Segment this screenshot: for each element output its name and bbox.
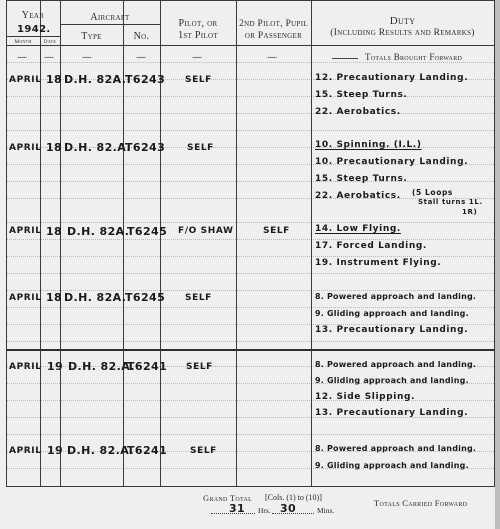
duty-item: 17. Forced Landing. [315, 241, 427, 251]
entry-aircraft-number: T6241 [127, 444, 168, 457]
entry-pilot: F/O SHAW [178, 226, 234, 236]
aircraft-sub-line [60, 24, 160, 25]
entry-month: APRIL [9, 75, 42, 85]
entry-aircraft-type: D.H. 82A. [64, 73, 127, 86]
table-bottom-line [6, 486, 496, 487]
aircraft-label: Aircraft [90, 12, 130, 23]
page-edge [495, 0, 500, 529]
duty-item: 10. Spinning. (I.L.) [315, 140, 422, 150]
entry-month: APRIL [9, 143, 42, 153]
entry-aircraft-number: T6245 [125, 291, 166, 304]
mins-label: Mins. [317, 506, 335, 515]
duty-item: 8. Powered approach and landing. [315, 360, 477, 369]
duty-item: 8. Powered approach and landing. [315, 444, 477, 453]
duty-item: 10. Precautionary Landing. [315, 157, 469, 167]
col-line [6, 0, 7, 487]
totals-brought-forward: Totals Brought Forward [365, 52, 463, 62]
entry-month: APRIL [9, 362, 42, 372]
entry-pilot: SELF [190, 446, 217, 456]
duty-item: 9. Gliding approach and landing. [315, 376, 469, 385]
grand-total-hours: 31 [229, 502, 246, 515]
totals-rule [332, 58, 358, 59]
entry-aircraft-type: D.H. 82.A. [68, 360, 135, 373]
month-label: Month [14, 40, 32, 45]
duty-note: (5 Loops [412, 188, 453, 197]
year-sub-line [6, 36, 60, 37]
second-pilot-label-line-2: or Passenger [244, 31, 303, 41]
row-dash: — [136, 52, 146, 63]
entry-aircraft-number: T6243 [125, 73, 166, 86]
entry-second-pilot: SELF [263, 226, 290, 236]
entry-aircraft-type: D.H. 82A. [64, 291, 127, 304]
duty-item: 12. Precautionary Landing. [315, 73, 469, 83]
entry-pilot: SELF [186, 362, 213, 372]
pilot-label-line-2: 1st Pilot [178, 30, 218, 41]
entry-month: APRIL [9, 226, 42, 236]
duty-item: 14. Low Flying. [315, 224, 401, 234]
entry-pilot: SELF [187, 143, 214, 153]
col-line [236, 0, 237, 487]
day-divider [6, 349, 496, 351]
duty-item: 13. Precautionary Landing. [315, 325, 469, 335]
grand-total-label: Grand Total [203, 493, 253, 503]
duty-item: 15. Steep Turns. [315, 90, 408, 100]
entry-aircraft-type: D.H. 82.A. [67, 444, 134, 457]
entry-aircraft-number: T6243 [125, 141, 166, 154]
entry-pilot: SELF [185, 293, 212, 303]
cols-label: [Cols. (1) to (10)] [265, 493, 322, 502]
year-value: 1942. [17, 24, 51, 35]
pilot-label-line-1: Pilot, or [178, 18, 218, 29]
entry-date: 18 [46, 225, 63, 238]
col-line [40, 0, 41, 487]
entry-aircraft-type: D.H. 82.A. [64, 141, 131, 154]
duty-item: 13. Precautionary Landing. [315, 408, 469, 418]
pilot-label [160, 18, 236, 42]
entry-pilot: SELF [185, 75, 212, 85]
second-pilot-label-line-1: 2nd Pilot, Pupil [239, 19, 308, 29]
header-top-line [6, 0, 496, 1]
duty-item: 15. Steep Turns. [315, 174, 408, 184]
row-dash: — [192, 52, 202, 63]
hrs-label: Hrs. [258, 506, 271, 515]
entry-month: APRIL [9, 293, 42, 303]
duty-item: 8. Powered approach and landing. [315, 292, 477, 301]
row-dash: — [267, 52, 277, 63]
entry-aircraft-number: T6241 [127, 360, 168, 373]
duty-item: 9. Gliding approach and landing. [315, 461, 469, 470]
duty-item: 22. Aerobatics. [315, 107, 401, 117]
row-dash: — [44, 52, 54, 63]
header-bottom-line [6, 45, 496, 46]
totals-carried-forward: Totals Carried Forward [374, 498, 468, 508]
entry-month: APRIL [9, 446, 42, 456]
duty-sub-label: (Including Results and Remarks) [330, 28, 475, 38]
duty-item: 19. Instrument Flying. [315, 258, 442, 268]
date-label: Date [43, 40, 57, 45]
year-label: Year [21, 10, 45, 21]
duty-note: 1R) [462, 208, 478, 216]
entry-date: 19 [47, 360, 64, 373]
duty-item: 9. Gliding approach and landing. [315, 309, 469, 318]
type-label: Type [81, 31, 102, 42]
row-dash: — [82, 52, 92, 63]
entry-date: 18 [46, 73, 63, 86]
entry-date: 18 [46, 291, 63, 304]
entry-date: 19 [47, 444, 64, 457]
second-pilot-label [236, 18, 311, 42]
entry-aircraft-number: T6245 [127, 225, 168, 238]
entry-date: 18 [46, 141, 63, 154]
duty-item: 22. Aerobatics. [315, 191, 401, 201]
duty-item: 12. Side Slipping. [315, 392, 416, 402]
col-line [311, 0, 312, 487]
entry-aircraft-type: D.H. 82A. [67, 225, 130, 238]
row-dash: — [17, 52, 27, 63]
duty-note: Stall turns 1L. [418, 198, 483, 206]
no-label: No. [133, 31, 150, 42]
duty-label: Duty [389, 15, 416, 27]
grand-total-minutes: 30 [280, 502, 297, 515]
